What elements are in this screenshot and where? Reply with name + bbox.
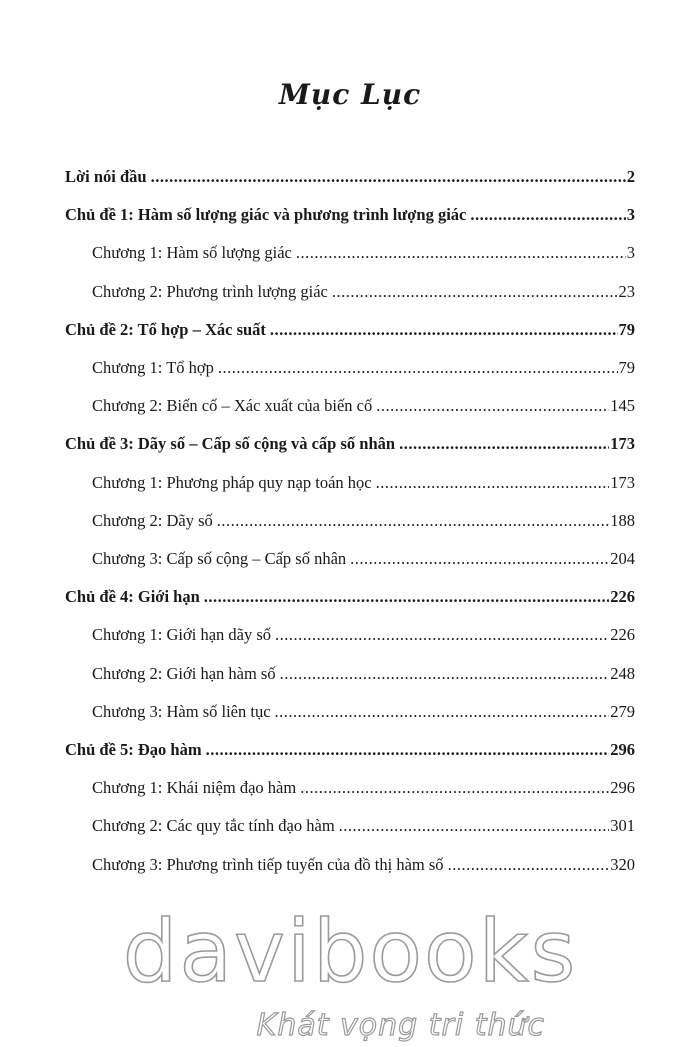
toc-dot-leader	[376, 395, 609, 417]
toc-dot-leader	[332, 281, 618, 303]
toc-chapter-entry	[92, 242, 635, 264]
toc-chapter-entry	[92, 854, 635, 876]
toc-entry-label: Chương 2: Các quy tắc tính đạo hàm	[92, 816, 335, 836]
toc-page-number: 3	[626, 243, 635, 263]
toc-entry-label: Chương 2: Dãy số	[92, 510, 213, 530]
toc-page-number: 23	[618, 281, 635, 301]
toc-entry-label: Chương 2: Giới hạn hàm số	[92, 663, 276, 683]
toc-entry-label: Chủ đề 4: Giới hạn	[65, 587, 200, 607]
toc-entry-label: Chương 2: Biến cố – Xác xuất của biến cố	[92, 396, 373, 416]
toc-chapter-entry	[92, 815, 635, 837]
toc-page-number: 173	[610, 472, 635, 492]
toc-dot-leader	[275, 624, 609, 646]
toc-chapter-entry	[92, 472, 635, 494]
toc-dot-leader	[217, 510, 609, 532]
toc-dot-leader	[204, 586, 609, 608]
toc-entry-label: Chương 1: Tổ hợp	[92, 358, 214, 377]
toc-entry-label: Chương 3: Phương trình tiếp tuyến của đồ thị hàm số	[92, 854, 444, 874]
toc-dot-leader	[280, 663, 610, 685]
toc-page-number: 79	[618, 358, 635, 377]
toc-dot-leader	[300, 777, 609, 799]
toc-entry-label: Chủ đề 1: Hàm số lượng giác và phương trình lượng giác	[65, 205, 467, 225]
watermark-slogan: Khát vọng tri thức	[256, 1008, 545, 1043]
toc-page-number: 3	[626, 205, 635, 225]
toc-topic-entry	[65, 166, 635, 188]
toc-chapter-entry	[92, 281, 635, 303]
toc-dot-leader	[448, 854, 610, 876]
watermark-brand: davibooks	[122, 905, 578, 1002]
toc-topic-entry	[65, 204, 635, 226]
toc-chapter-entry	[92, 624, 635, 646]
toc-dot-leader	[206, 739, 610, 761]
toc-topic-entry	[65, 433, 635, 455]
toc-entry-label: Chủ đề 2: Tổ hợp – Xác suất	[65, 319, 266, 339]
toc-dot-leader	[275, 701, 610, 723]
toc-page-number: 2	[626, 167, 635, 186]
toc-entry-label: Chương 1: Phương pháp quy nạp toán học	[92, 472, 372, 492]
toc-page-number: 145	[610, 396, 635, 416]
toc-page-number: 248	[610, 663, 635, 683]
toc-entry-label: Chủ đề 5: Đạo hàm	[65, 740, 202, 759]
toc-page-number: 204	[610, 549, 635, 568]
toc-page-number: 226	[610, 625, 635, 645]
toc-page-number: 279	[610, 701, 635, 721]
toc-dot-leader	[218, 357, 618, 379]
toc-chapter-entry	[92, 777, 635, 799]
page-title: Mục Lục	[278, 78, 422, 111]
toc-chapter-entry	[92, 357, 635, 379]
toc-dot-leader	[376, 472, 610, 494]
toc-page-number: 188	[610, 510, 635, 530]
toc-dot-leader	[151, 166, 626, 188]
toc-page-number: 173	[610, 434, 635, 454]
toc-chapter-entry	[92, 663, 635, 685]
toc-page-number: 296	[610, 778, 635, 798]
toc-dot-leader	[350, 548, 609, 570]
watermark-logo	[0, 905, 700, 1045]
toc-chapter-entry	[92, 701, 635, 723]
toc-topic-entry	[65, 739, 635, 761]
toc-chapter-entry	[92, 510, 635, 532]
toc-entry-label: Lời nói đầu	[65, 167, 147, 186]
toc-page-number: 320	[610, 854, 635, 874]
toc-chapter-entry	[92, 395, 635, 417]
toc-entry-label: Chương 2: Phương trình lượng giác	[92, 281, 328, 301]
toc-page-number: 296	[610, 740, 635, 759]
toc-entry-label: Chương 3: Hàm số liên tục	[92, 701, 271, 721]
toc-entry-label: Chương 1: Hàm số lượng giác	[92, 243, 292, 263]
toc-topic-entry	[65, 319, 635, 341]
toc-entry-label: Chương 1: Khái niệm đạo hàm	[92, 778, 297, 798]
toc-dot-leader	[296, 242, 626, 264]
toc-dot-leader	[339, 815, 610, 837]
toc-dot-leader	[270, 319, 618, 341]
toc-page-number: 226	[610, 587, 635, 607]
toc-dot-leader	[470, 204, 625, 226]
toc-dot-leader	[399, 433, 609, 455]
toc-chapter-entry	[92, 548, 635, 570]
toc-page-number: 79	[618, 319, 635, 339]
toc-entry-label: Chương 3: Cấp số cộng – Cấp số nhân	[92, 549, 347, 568]
toc-entry-label: Chủ đề 3: Dãy số – Cấp số cộng và cấp số nhân	[65, 434, 396, 454]
toc-topic-entry	[65, 586, 635, 608]
toc-page-number: 301	[610, 816, 635, 836]
toc-entry-label: Chương 1: Giới hạn dãy số	[92, 625, 272, 645]
